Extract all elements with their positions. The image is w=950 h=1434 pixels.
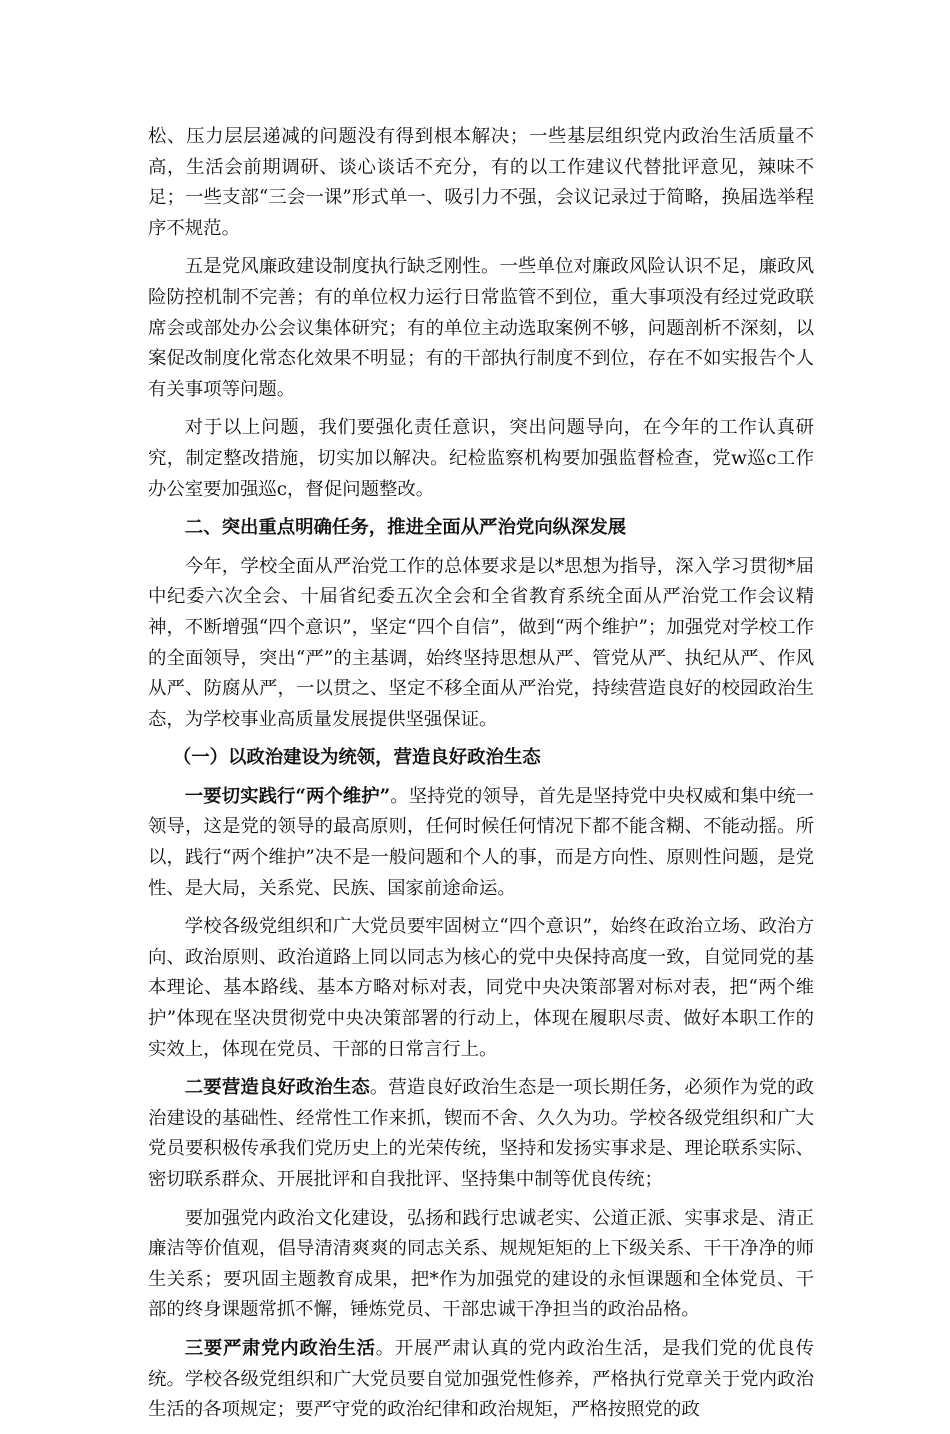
paragraph-general-requirements: 今年，学校全面从严治党工作的总体要求是以*思想为指导，深入学习贯彻*届中纪委六次全会、十届省纪委五次全会和全省教育系统全面从严治党工作会议精神，不断增强“四个意识”，坚定“四个自信”，做到“两个维护”；加强党对学校工作的全面领导，突出“严”的主基调，始终坚持思想从严、管党从严、执纪从严、作风从严、防腐从严，一以贯之、坚定不移全面从严治党，持续营造良好的校园政治生态，为学校事业高质量发展提供坚强保证。 xyxy=(148,555,814,730)
paragraph-continued: 松、压力层层递减的问题没有得到根本解决；一些基层组织党内政治生活质量不高，生活会前期调研、谈心谈话不充分，有的以工作建议代替批评意见，辣味不足；一些支部“三会一课”形式单一、吸引力不强，会议记录过于简略，换届选举程序不规范。 xyxy=(148,126,814,239)
paragraph-lead: 一要切实践行“两个维护” xyxy=(184,785,391,807)
paragraph-political-life xyxy=(148,1334,814,1426)
paragraph-integrity-issues: 五是党风廉政建设制度执行缺乏刚性。一些单位对廉政风险认识不足，廉政风险防控机制不完善；有的单位权力运行日常监管不到位，重大事项没有经过党政联席会或部处办公会议集体研究；有的单位主动选取案例不够，问题剖析不深刻，以案促改制度化常态化效果不明显；有的干部执行制度不到位，存在不如实报告个人有关事项等问题。 xyxy=(148,256,814,400)
paragraph-political-culture: 要加强党内政治文化建设，弘扬和践行忠诚老实、公道正派、实事求是、清正廉洁等价值观，倡导清清爽爽的同志关系、规规矩矩的上下级关系、干干净净的师生关系；要巩固主题教育成果，把*作为加强党的建设的永恒课题和全体党员、干部的终身课题常抓不懈，锤炼党员、干部忠诚干净担当的政治品格。 xyxy=(148,1207,814,1321)
paragraph-two-safeguards xyxy=(148,782,814,904)
paragraph-body: 。坚持党的领导，首先是坚持党中央权威和集中统一领导，这是党的领导的最高原则，任何时候任何情况下都不能含糊、不能动摇。所以，践行“两个维护”决不是一般问题和个人的事，而是方向性、原则性问题，是党性、是大局，关系党、民族、国家前途命运。 xyxy=(148,785,814,899)
paragraph-lead: 二要营造良好政治生态 xyxy=(184,1077,370,1099)
document-page xyxy=(148,122,814,1434)
section-heading-2: 二、突出重点明确任务，推进全面从严治党向纵深发展 xyxy=(184,517,627,539)
paragraph-body: 。营造良好政治生态是一项长期任务，必须作为党的政治建设的基础性、经常性工作来抓，锲而不舍、久久为功。学校各级党组织和广大党员要积极传承我们党历史上的光荣传统，坚持和发扬实事求是、理论联系实际、密切联系群众、开展批评和自我批评、坚持集中制等优良传统； xyxy=(148,1077,814,1190)
subsection-heading-1: （一）以政治建设为统领，营造良好政治生态 xyxy=(172,747,541,769)
paragraph-four-consciousness: 学校各级党组织和广大党员要牢固树立“四个意识”，始终在政治立场、政治方向、政治原则、政治道路上同以同志为核心的党中央保持高度一致，自觉同党的基本理论、基本路线、基本方略对标对表，同党中央决策部署对标对表，把“两个维护”体现在坚决贯彻党中央决策部署的行动上，体现在履职尽责、做好本职工作的实效上，体现在党员、干部的日常言行上。 xyxy=(148,916,814,1060)
paragraph-political-ecology xyxy=(148,1073,814,1195)
paragraph-body: 。开展严肃认真的党内政治生活，是我们党的优良传统。学校各级党组织和广大党员要自觉加强党性修养，严格执行党章关于党内政治生活的各项规定；要严守党的政治纪律和政治规矩，严格按照党的政 xyxy=(148,1337,814,1421)
paragraph-rectification: 对于以上问题，我们要强化责任意识，突出问题导向，在今年的工作认真研究，制定整改措施，切实加以解决。纪检监察机构要加强监督检查，党w巡c工作办公室要加强巡c，督促问题整改。 xyxy=(148,417,814,500)
paragraph-lead: 三要严肃党内政治生活 xyxy=(184,1337,376,1359)
